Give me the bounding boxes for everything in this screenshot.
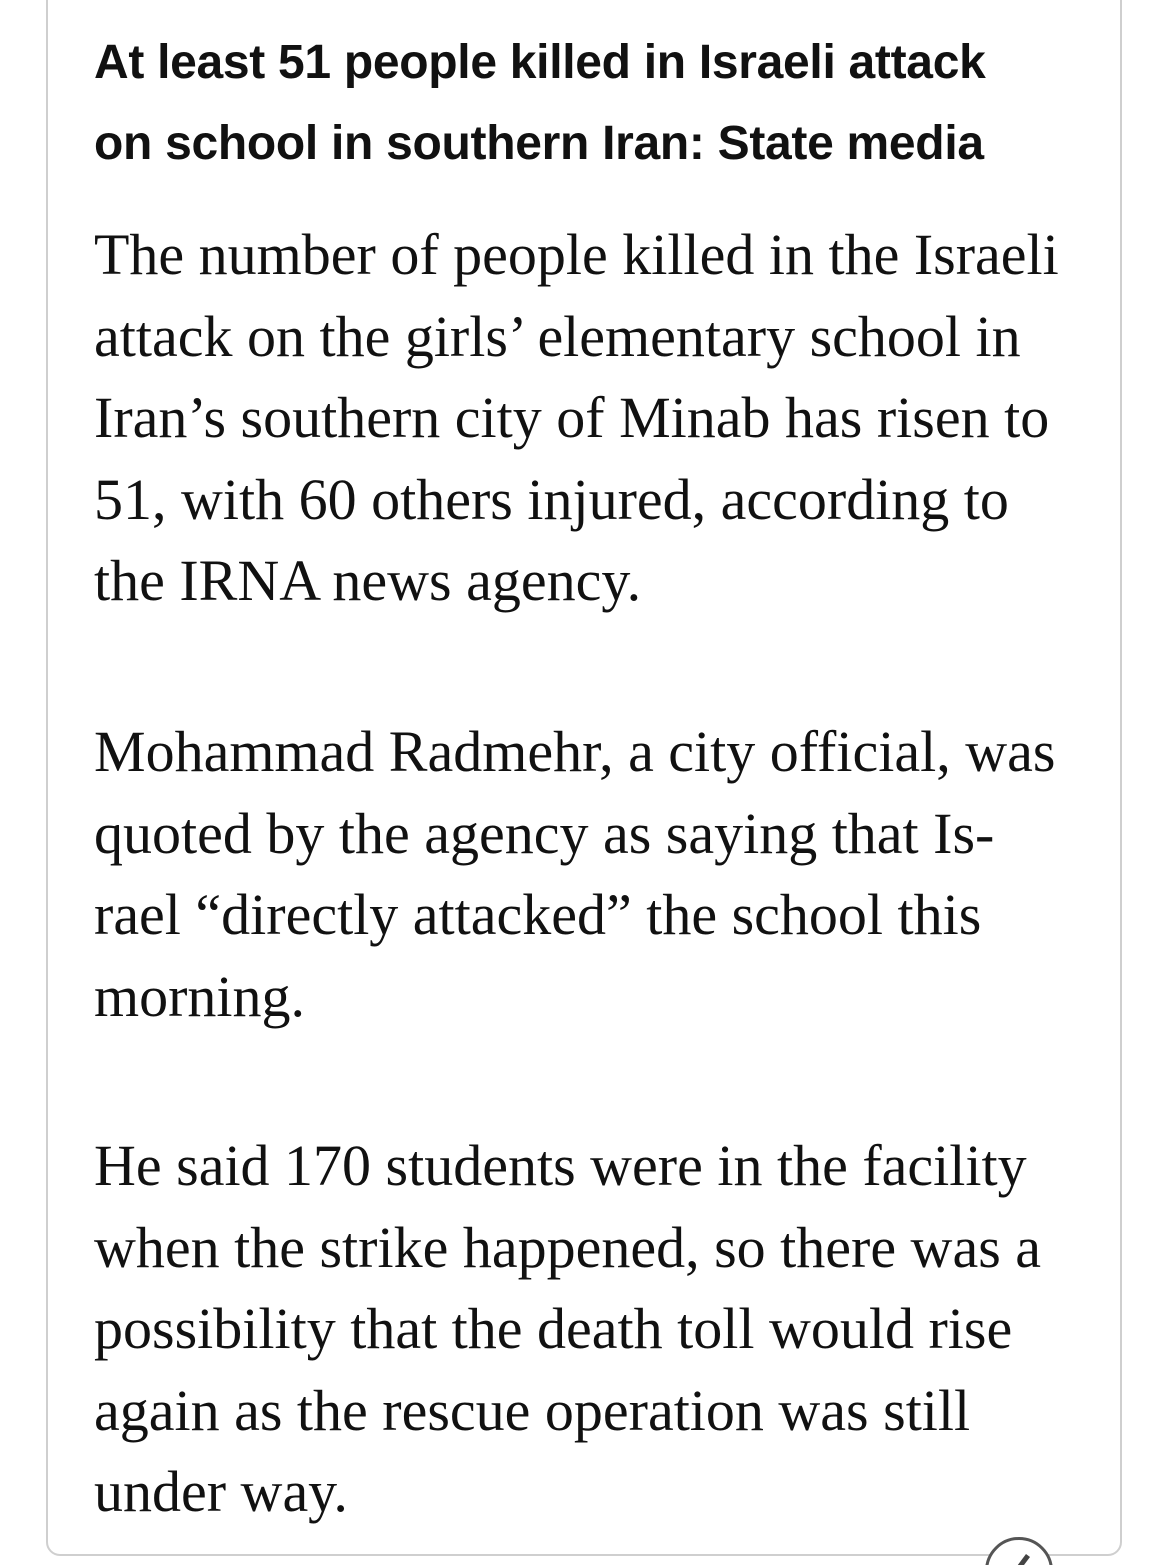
paragraph-line: attack on the girls’ elementary school in bbox=[94, 303, 1021, 369]
paragraph-line: possibility that the death toll would rise bbox=[94, 1296, 1013, 1361]
paragraph-line: under way. bbox=[94, 1459, 348, 1524]
paragraph-line: Mohammad Radmehr, a city official, was bbox=[94, 719, 1056, 784]
paragraph-line: morning. bbox=[94, 963, 306, 1029]
article-headline bbox=[94, 22, 1094, 184]
headline-line: on school in southern Iran: State media bbox=[94, 117, 984, 170]
paragraph-line: Iran’s southern city of Minab has risen to bbox=[94, 385, 1050, 450]
paragraph-line: rael “directly attacked” the school this bbox=[94, 882, 982, 947]
headline-line: At least 51 people killed in Israeli attack bbox=[94, 36, 986, 89]
paragraph-line: quoted by the agency as saying that Is- bbox=[94, 800, 995, 866]
paragraph-line: 51, with 60 others injured, according to bbox=[94, 466, 1009, 532]
edit-icon bbox=[1006, 1548, 1036, 1565]
article-paragraph-3 bbox=[94, 1125, 1104, 1533]
paragraph-line: again as the rescue operation was still bbox=[94, 1377, 971, 1443]
paragraph-line: He said 170 students were in the facility bbox=[94, 1133, 1027, 1198]
paragraph-line: the IRNA news agency. bbox=[94, 548, 642, 613]
article-paragraph-1 bbox=[94, 214, 1104, 622]
paragraph-line: when the strike happened, so there was a bbox=[94, 1214, 1042, 1280]
paragraph-line: The number of people killed in the Israeli bbox=[94, 222, 1059, 287]
article-paragraph-2 bbox=[94, 711, 1104, 1037]
